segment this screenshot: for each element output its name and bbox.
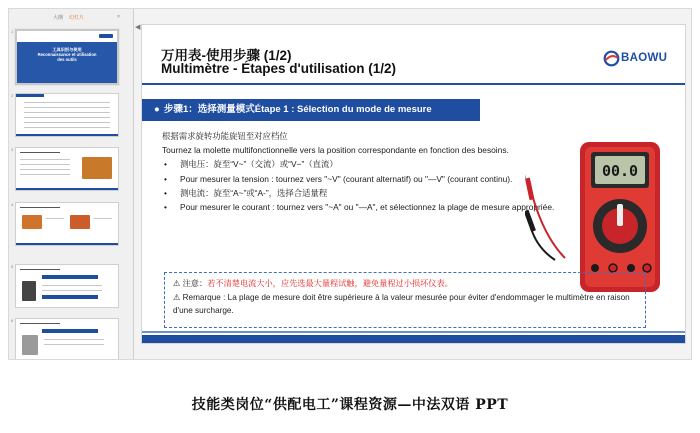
close-panel-icon[interactable]: × bbox=[117, 14, 120, 20]
thumb1-title-cn: 工具识别与使用 bbox=[52, 47, 82, 52]
slide-thumbnail-3[interactable] bbox=[15, 147, 119, 191]
slide-number: 3 bbox=[11, 147, 14, 152]
slide-number: 1 bbox=[11, 29, 14, 34]
slide-thumbnail-6[interactable] bbox=[15, 318, 119, 359]
thumb1-title-fr-1: Reconnaissance et utilisation bbox=[37, 52, 97, 57]
caption: 技能类岗位“供配电工”课程资源—中法双语 PPT bbox=[191, 397, 509, 413]
baowu-logo bbox=[603, 50, 671, 68]
slide-thumbnail-4[interactable] bbox=[15, 202, 119, 246]
slide-title-fr: Multimètre - Étapes d'utilisation (1/2) bbox=[161, 61, 396, 76]
logo-text: BAOWU bbox=[621, 52, 668, 64]
intro-fr: Tournez la molette multifonctionnelle vers la position correspondante en fonction des besoins. bbox=[162, 145, 509, 156]
slide-number: 4 bbox=[11, 202, 14, 207]
list-item: • Pour mesurer la tension : tournez vers "~V" (courant alternatif) ou "—V" (courant continu). bbox=[162, 172, 602, 186]
slide-title-cn: 万用表-使用步骤 (1/2) bbox=[161, 48, 292, 63]
bullet-icon: ● bbox=[154, 104, 160, 115]
note-fr: ⚠ Remarque : La plage de mesure doit être supérieure à la valeur mesurée pour éviter d'endommager le multimètre en raison d'une surcharge. bbox=[173, 292, 630, 315]
collapse-panel-icon[interactable]: ◀ bbox=[135, 24, 141, 31]
slide-number: 2 bbox=[11, 93, 14, 98]
header-divider bbox=[142, 83, 686, 85]
slide-canvas[interactable] bbox=[141, 24, 686, 344]
slide-thumbnail-5[interactable] bbox=[15, 264, 119, 308]
list-item: • 测电流：旋至“A~”或“A-”，选择合适量程 bbox=[162, 186, 602, 200]
slide-number: 6 bbox=[11, 318, 14, 323]
step-banner bbox=[142, 99, 480, 121]
slide-thumbnail-1[interactable] bbox=[15, 29, 119, 85]
slide-thumbnail-panel[interactable] bbox=[9, 9, 134, 359]
note-label-cn: ⚠ 注意： bbox=[173, 279, 208, 288]
intro-cn: 根据需求旋转功能旋钮至对应档位 bbox=[162, 131, 288, 141]
outline-tab[interactable]: 大纲 bbox=[53, 15, 64, 21]
list-item: • 测电压：旋至“V~”（交流）或“V−”（直流） bbox=[162, 157, 602, 171]
meter-display: 00.0 bbox=[601, 162, 639, 180]
step-banner-text: 步骤1：选择测量模式Étape 1 : Sélection du mode de mesure bbox=[164, 104, 432, 115]
baowu-logo-icon bbox=[603, 50, 620, 67]
thumb1-title-fr-2: des outils bbox=[57, 57, 77, 62]
note-cn: 若不清楚电流大小，应先选最大量程试触，避免量程过小损坏仪表。 bbox=[207, 279, 453, 288]
slide-thumbnail-2[interactable] bbox=[15, 93, 119, 137]
warning-note bbox=[164, 272, 646, 328]
presentation-window bbox=[8, 8, 692, 360]
slides-tab[interactable]: 幻灯片 bbox=[69, 15, 85, 21]
footer-band bbox=[142, 335, 686, 344]
footer-rule bbox=[142, 331, 686, 333]
slide-number: 5 bbox=[11, 264, 14, 269]
thumbnail-panel-header bbox=[9, 9, 133, 25]
list-item: • Pour mesurer le courant : tournez vers "~A" ou "—A", et sélectionnez la plage de mesure appropriée. bbox=[162, 200, 602, 214]
